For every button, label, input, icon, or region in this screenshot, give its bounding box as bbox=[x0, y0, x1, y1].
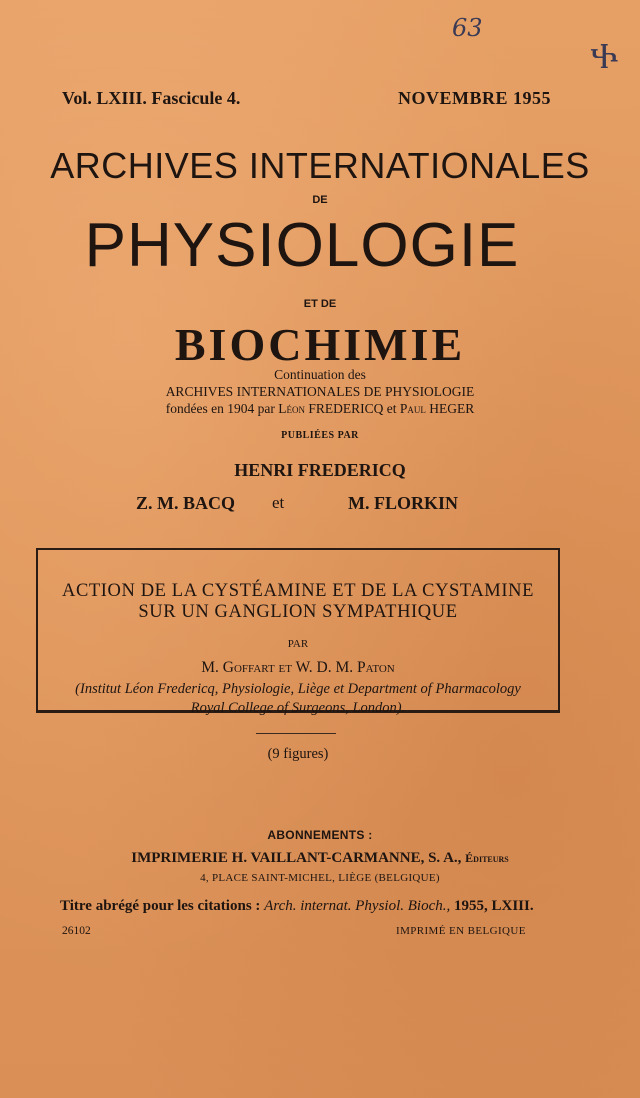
citation-journal: Arch. internat. Physiol. Bioch., bbox=[264, 898, 451, 914]
founder-2: Paul HEGER bbox=[399, 401, 475, 416]
continuation-prefix: fondées en 1904 par bbox=[165, 401, 275, 416]
continuation-line3 bbox=[0, 401, 640, 417]
masthead-biochimie: BIOCHIMIE bbox=[174, 319, 466, 370]
printer-role: Éditeurs bbox=[465, 851, 509, 865]
continuation-line1: Continuation des bbox=[274, 367, 366, 382]
founder-1: Léon FREDERICQ bbox=[278, 401, 384, 416]
article-affiliation-line2: Royal College of Surgeons, London). bbox=[190, 700, 406, 716]
volume-label: Vol. LXIII. Fascicule 4. bbox=[62, 88, 241, 108]
article-divider bbox=[256, 733, 336, 734]
masthead-archives: ARCHIVES INTERNATIONALES bbox=[50, 145, 590, 186]
masthead-physiologie: PHYSIOLOGIE bbox=[84, 211, 520, 280]
published-by-label: PUBLIÉES PAR bbox=[281, 430, 359, 441]
masthead-de: DE bbox=[312, 194, 328, 206]
editor-bacq: Z. M. BACQ bbox=[136, 493, 235, 513]
editors-et: et bbox=[272, 493, 285, 512]
editor-henri-fredericq: HENRI FREDERICQ bbox=[234, 460, 406, 480]
article-affiliation-line1: (Institut Léon Fredericq, Physiologie, Liège et Department of Pharmacology bbox=[75, 681, 521, 697]
issue-date: NOVEMBRE 1955 bbox=[398, 88, 552, 108]
handwritten-margin-mark: Ⴕ bbox=[590, 42, 619, 75]
citation-suffix: 1955, LXIII. bbox=[454, 898, 534, 914]
article-title-line2: SUR UN GANGLION SYMPATHIQUE bbox=[138, 602, 458, 622]
continuation-et: et bbox=[386, 401, 397, 416]
article-title-line1: ACTION DE LA CYSTÉAMINE ET DE LA CYSTAMINE bbox=[62, 581, 534, 601]
print-code: 26102 bbox=[62, 925, 91, 937]
printed-in-belgium: IMPRIMÉ EN BELGIQUE bbox=[396, 925, 526, 937]
citation-line bbox=[60, 898, 534, 915]
printer-address: 4, PLACE SAINT-MICHEL, LIÈGE (BELGIQUE) bbox=[200, 872, 440, 884]
continuation-line2: ARCHIVES INTERNATIONALES DE PHYSIOLOGIE bbox=[165, 384, 475, 399]
subscriptions-label: ABONNEMENTS : bbox=[267, 828, 373, 842]
handwritten-page-number: 63 bbox=[452, 14, 483, 42]
editor-florkin: M. FLORKIN bbox=[348, 493, 458, 513]
masthead-et-de: ET DE bbox=[303, 298, 337, 310]
citation-prefix: Titre abrégé pour les citations : bbox=[60, 898, 261, 914]
article-authors: M. Goffart et W. D. M. Paton bbox=[201, 659, 395, 676]
article-par: PAR bbox=[287, 638, 309, 650]
printer-line bbox=[0, 850, 640, 867]
printer-name: IMPRIMERIE H. VAILLANT-CARMANNE, S. A., bbox=[131, 850, 462, 866]
article-figures: (9 figures) bbox=[267, 746, 329, 762]
